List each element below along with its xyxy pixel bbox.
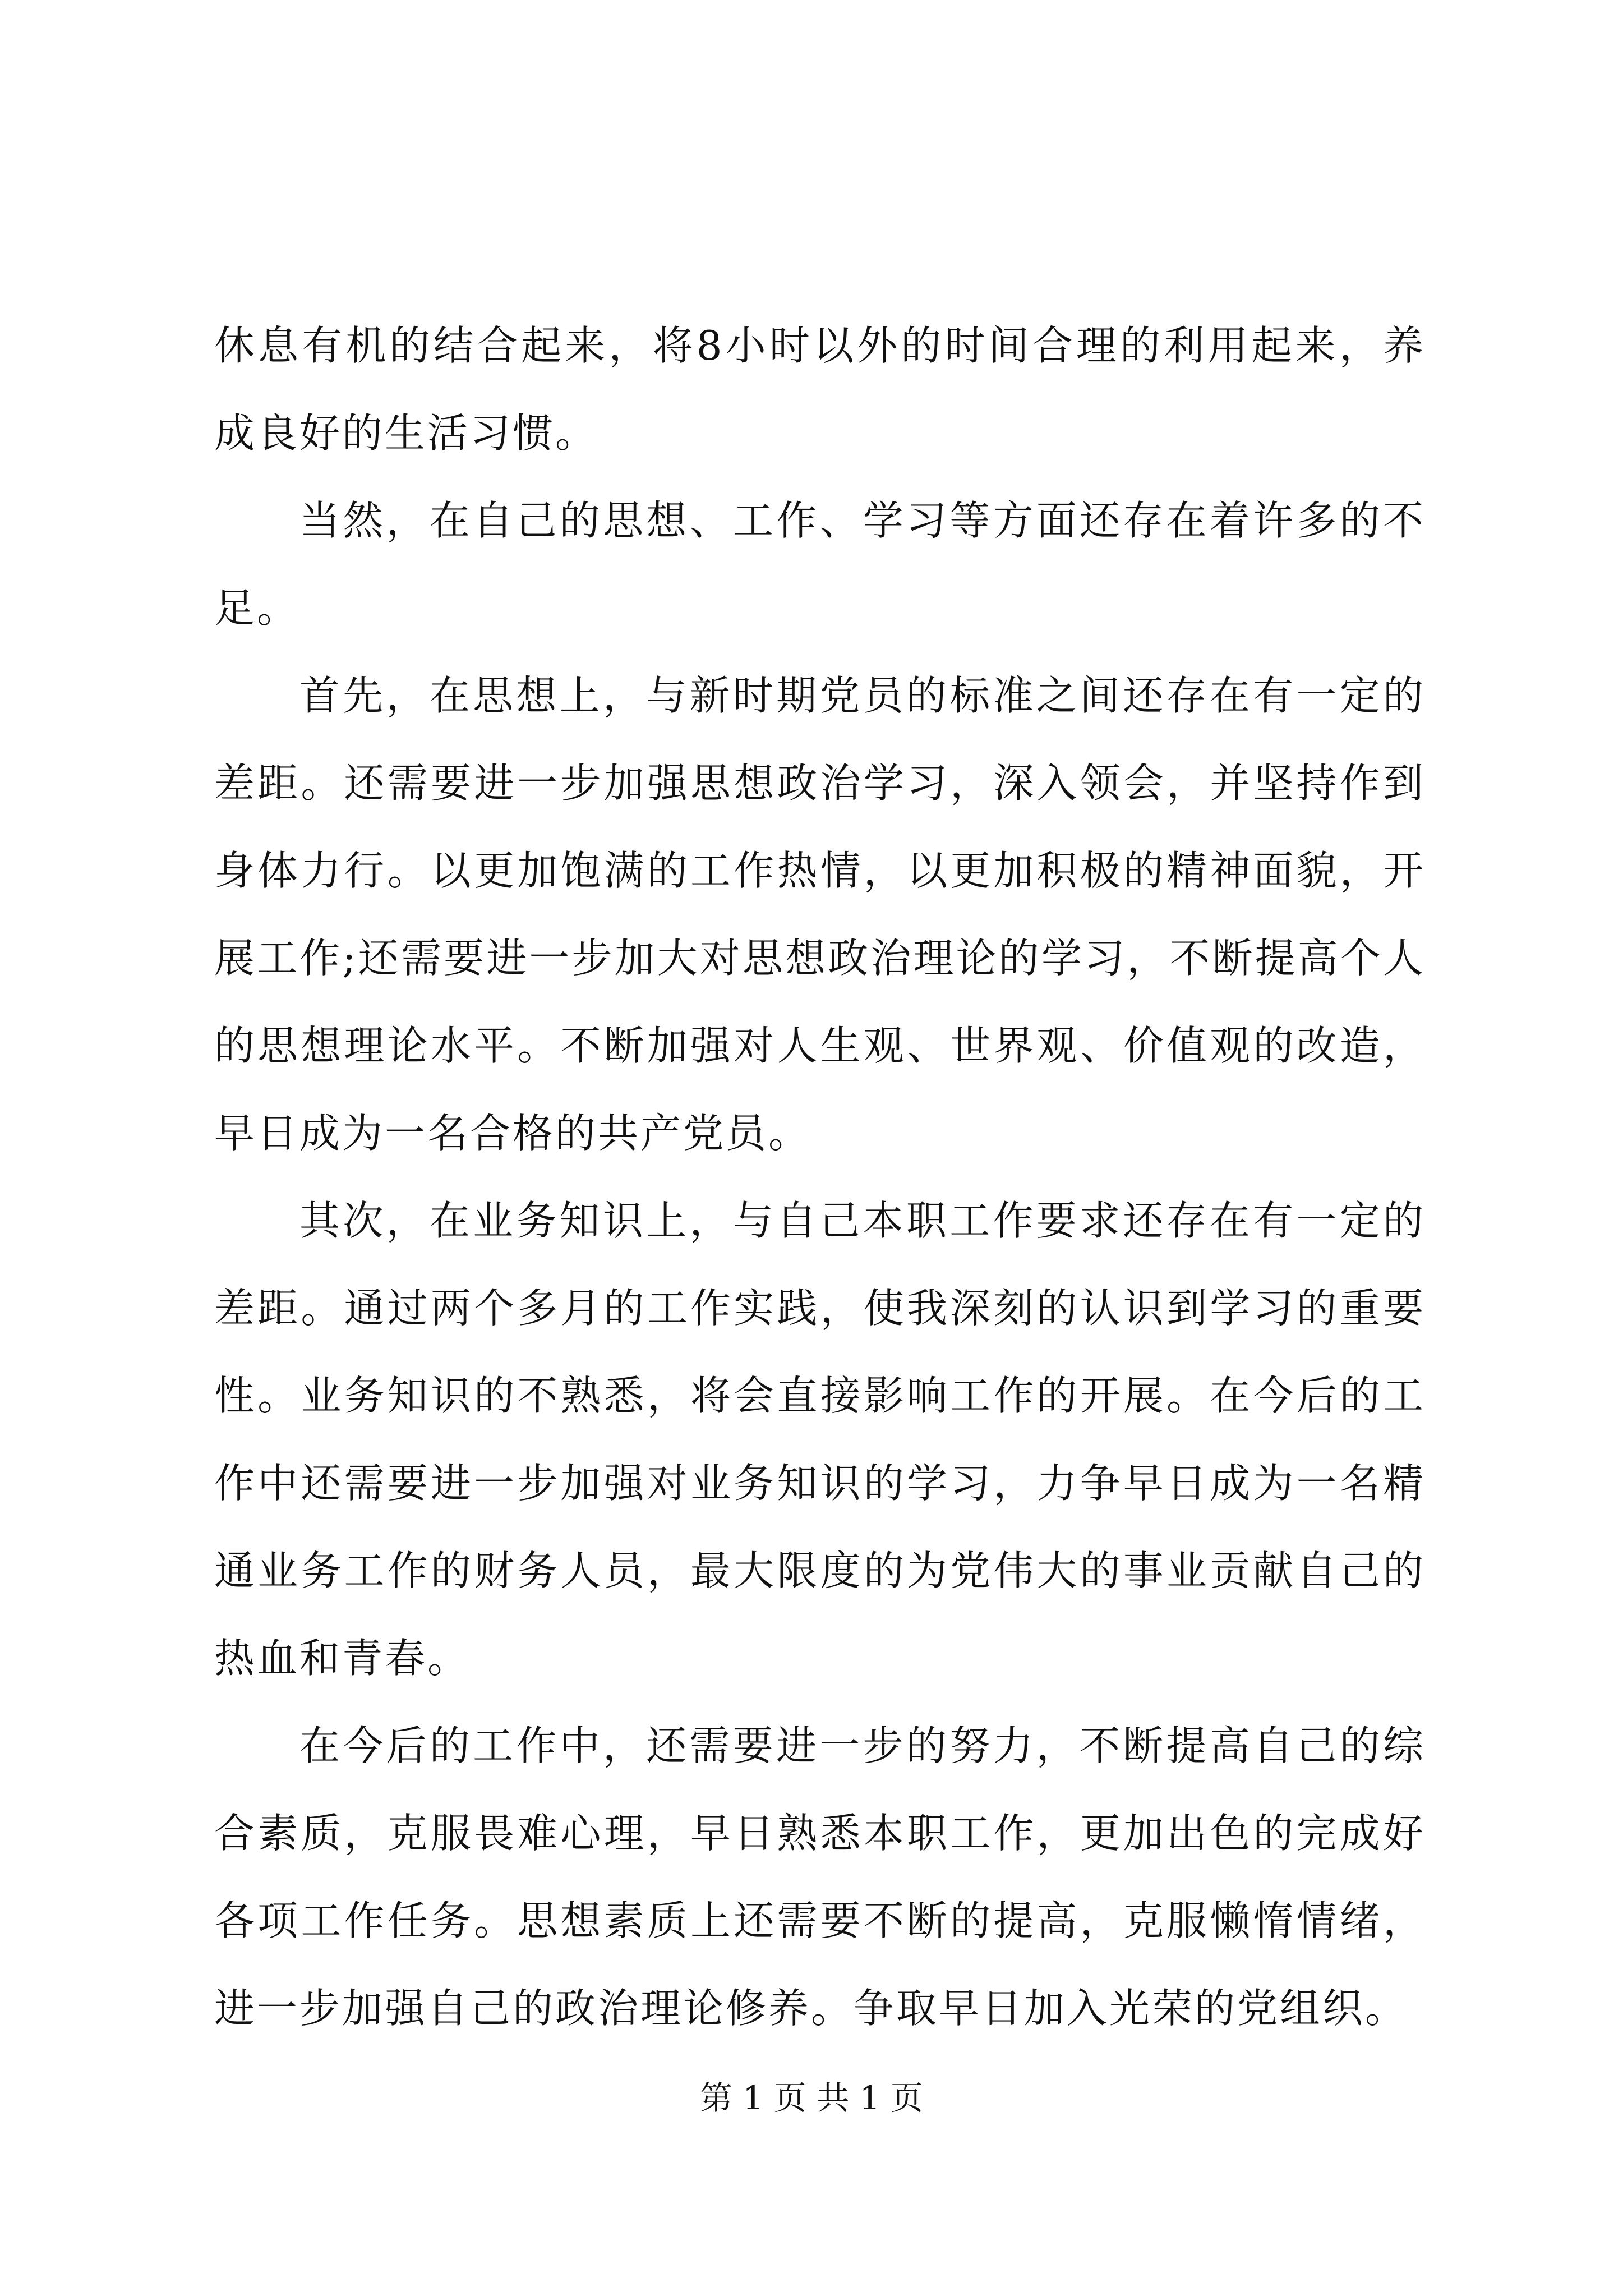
paragraph-future-work: 在今后的工作中，还需要进一步的努力，不断提高自己的综合素质，克服畏难心理，早日熟悉本职工作，更加出色的完成好各项工作任务。思想素质上还需要不断的提高，克服懒惰情绪，进一步加强自己的政治理论修养。争取早日加入光荣的党组织。	[214, 1722, 1426, 2032]
document-body	[214, 302, 1426, 2052]
paragraph-business-knowledge: 其次，在业务知识上，与自己本职工作要求还存在有一定的差距。通过两个多月的工作实践，使我深刻的认识到学习的重要性。业务知识的不熟悉，将会直接影响工作的开展。在今后的工作中还需要进一步加强对业务知识的学习，力争早日成为一名精通业务工作的财务人员，最大限度的为党伟大的事业贡献自己的热血和青春。	[214, 1197, 1426, 1682]
page-footer: 第 1 页 共 1 页	[700, 2079, 923, 2117]
paragraph-shortcomings-intro: 当然，在自己的思想、工作、学习等方面还存在着许多的不足。	[214, 497, 1426, 632]
paragraph-ideology: 首先，在思想上，与新时期党员的标准之间还存在有一定的差距。还需要进一步加强思想政治学习，深入领会，并坚持作到身体力行。以更加饱满的工作热情，以更加积极的精神面貌，开展工作;还需要进一步加大对思想政治理论的学习，不断提高个人的思想理论水平。不断加强对人生观、世界观、价值观的改造，早日成为一名合格的共产党员。	[214, 672, 1426, 1157]
paragraph-continuation: 休息有机的结合起来，将8小时以外的时间合理的利用起来，养成良好的生活习惯。	[214, 322, 1426, 457]
